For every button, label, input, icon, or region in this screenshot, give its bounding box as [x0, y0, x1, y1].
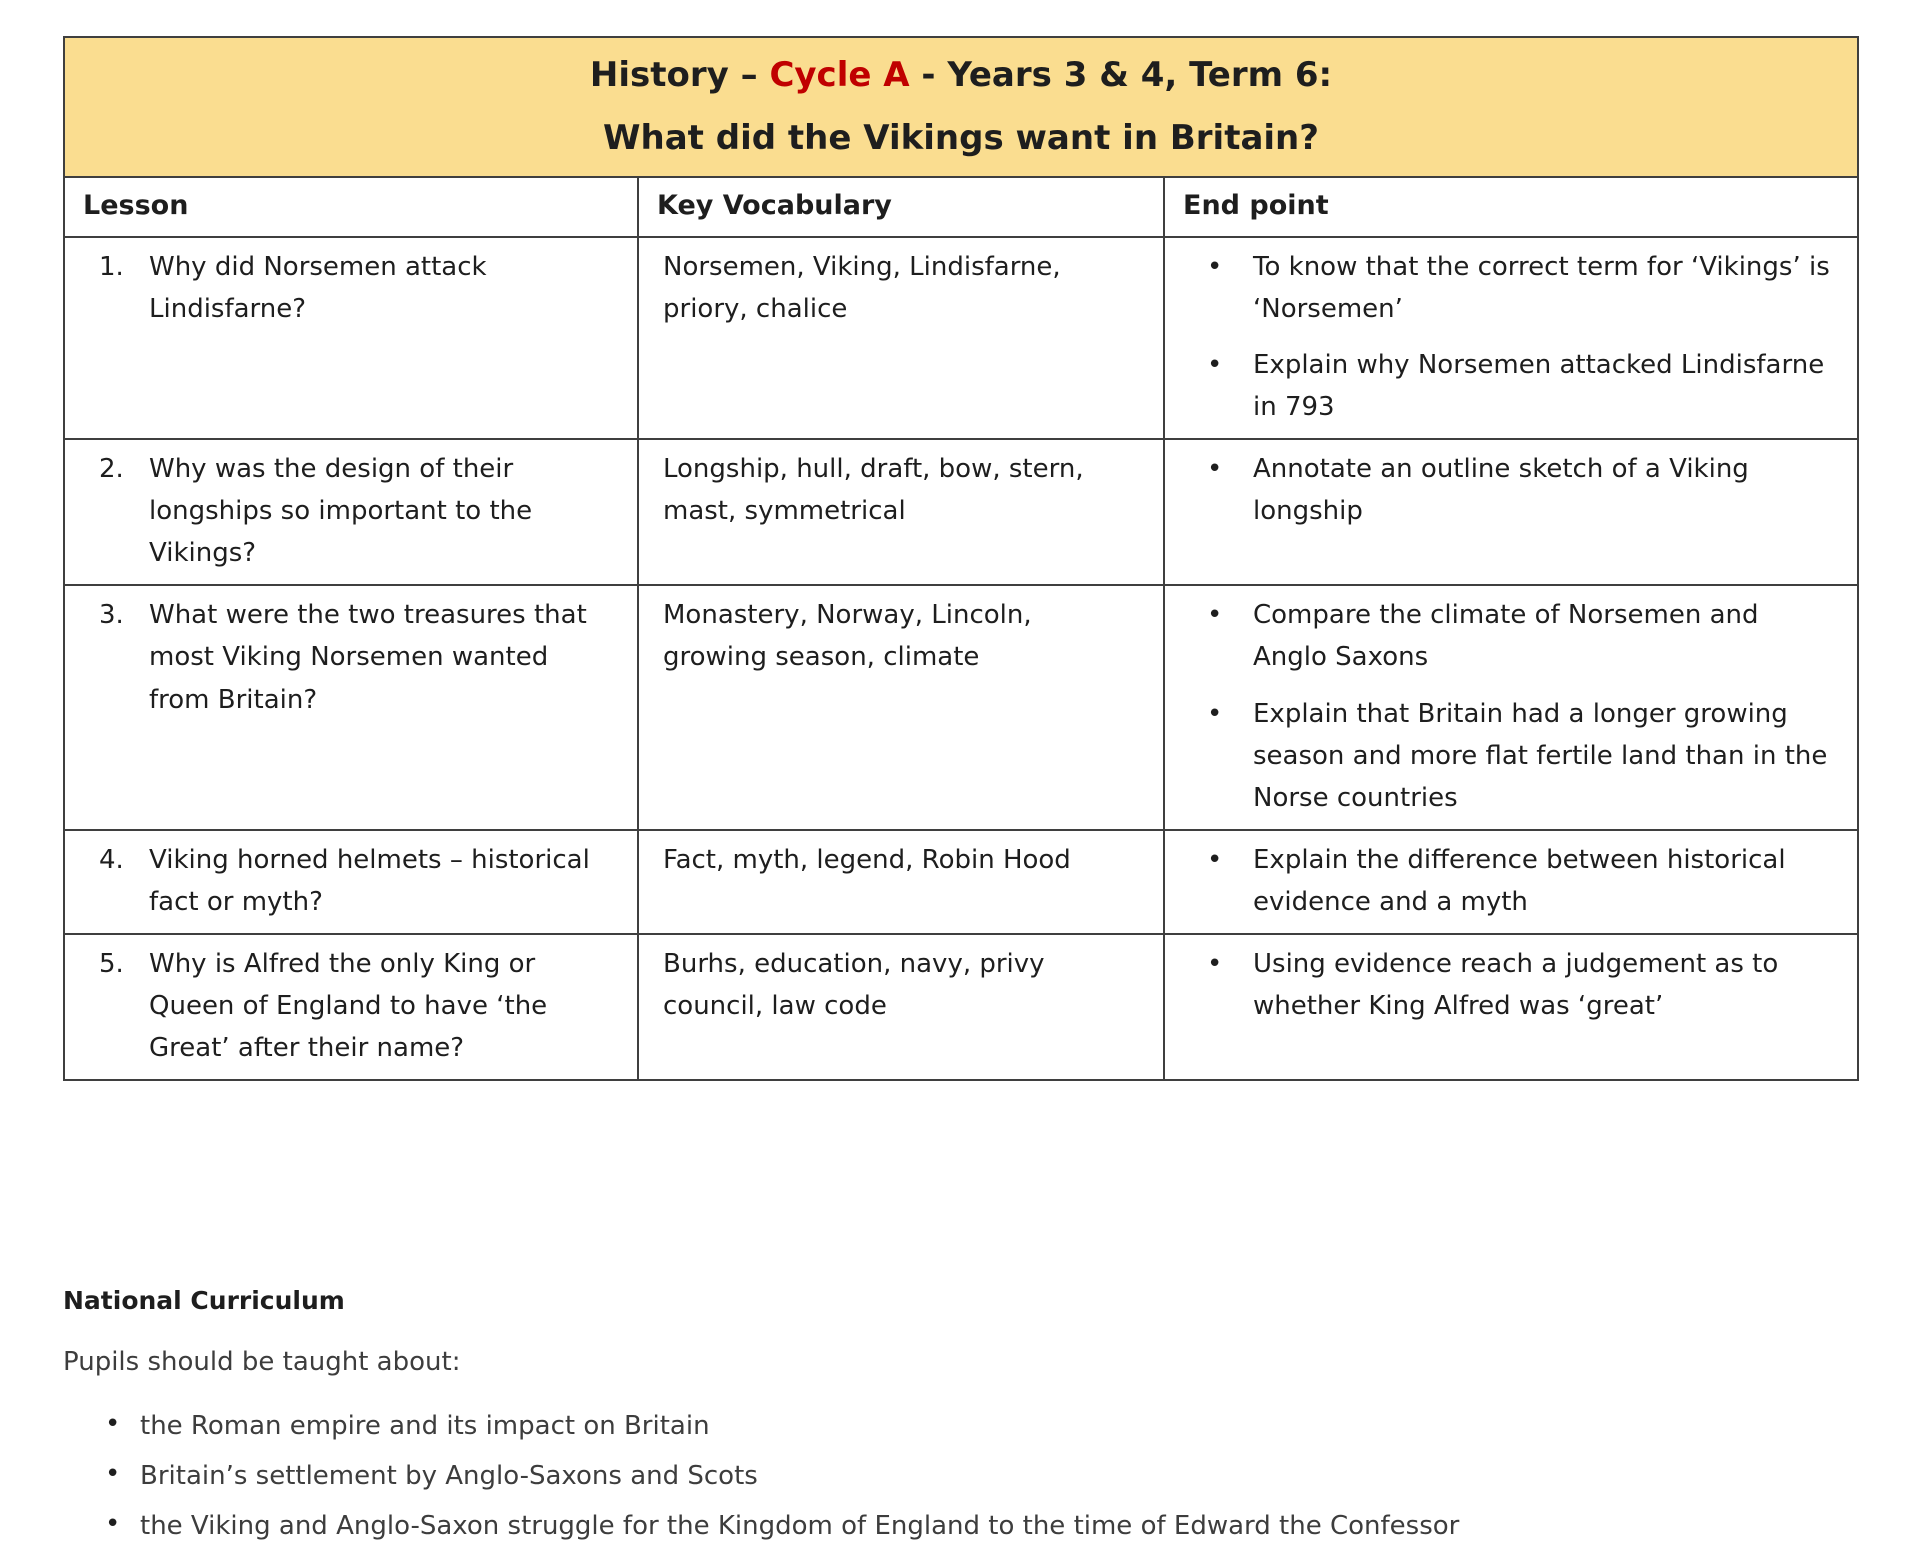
end-point-item: • Annotate an outline sketch of a Viking longship: [1189, 448, 1833, 532]
end-point-item: • To know that the correct term for ‘Vikings’ is ‘Norsemen’: [1189, 246, 1833, 330]
end-point-item: • Explain the difference between historical evidence and a myth: [1189, 839, 1833, 923]
title-banner: [64, 37, 1858, 177]
col-header-lesson: Lesson: [64, 177, 638, 237]
end-point-cell: [1164, 585, 1858, 830]
document-title-line-2: What did the Vikings want in Britain?: [603, 117, 1319, 158]
end-point-item: • Compare the climate of Norsemen and Anglo Saxons: [1189, 594, 1833, 678]
lesson-number: 2.: [99, 453, 124, 484]
national-curriculum-heading: National Curriculum: [63, 1286, 345, 1316]
title-part-1: History –: [589, 55, 770, 95]
national-curriculum-bullet: • the Viking and Anglo-Saxon struggle for the Kingdom of England to the time of Edward the Confessor: [63, 1513, 1857, 1539]
lesson-question: What were the two treasures that most Viking Norsemen wanted from Britain?: [149, 600, 587, 715]
vocabulary-cell: Monastery, Norway, Lincoln, growing season, climate: [638, 585, 1164, 830]
national-curriculum-intro: Pupils should be taught about:: [63, 1347, 461, 1378]
lesson-question: Why was the design of their longships so important to the Vikings?: [149, 453, 533, 569]
title-row: [64, 37, 1858, 177]
lesson-cell: [64, 830, 638, 934]
title-cycle-highlight: Cycle A: [769, 55, 910, 95]
table-row: [64, 585, 1858, 830]
table-row: [64, 830, 1858, 934]
lesson-question: Why is Alfred the only King or Queen of England to have ‘the Great’ after their name?: [149, 949, 548, 1064]
vocabulary-cell: Burhs, education, navy, privy council, law code: [638, 934, 1164, 1080]
col-header-end-point: End point: [1164, 177, 1858, 237]
table-row: [64, 934, 1858, 1080]
end-point-item: • Explain why Norsemen attacked Lindisfarne in 793: [1189, 344, 1833, 428]
national-curriculum-section: [63, 1286, 1857, 1539]
lesson-question: Why did Norsemen attack Lindisfarne?: [149, 251, 487, 324]
end-point-cell: [1164, 830, 1858, 934]
national-curriculum-bullet: • Britain’s settlement by Anglo-Saxons and Scots: [63, 1463, 1857, 1489]
col-header-key-vocabulary: Key Vocabulary: [638, 177, 1164, 237]
lesson-number: 4.: [99, 844, 124, 875]
vocabulary-cell: Norsemen, Viking, Lindisfarne, priory, chalice: [638, 237, 1164, 439]
lesson-number: 1.: [99, 251, 124, 282]
lesson-plan-table: [63, 36, 1859, 1081]
lesson-number: 3.: [99, 600, 124, 631]
table-header-row: [64, 177, 1858, 237]
lesson-cell: [64, 585, 638, 830]
table-row: [64, 439, 1858, 585]
document-title-line-1: [75, 44, 1847, 107]
vocabulary-cell: Fact, myth, legend, Robin Hood: [638, 830, 1164, 934]
national-curriculum-bullet: • the Roman empire and its impact on Britain: [63, 1413, 1857, 1439]
end-point-cell: [1164, 439, 1858, 585]
lesson-cell: [64, 934, 638, 1080]
lesson-cell: [64, 237, 638, 439]
vocabulary-cell: Longship, hull, draft, bow, stern, mast, symmetrical: [638, 439, 1164, 585]
end-point-cell: [1164, 934, 1858, 1080]
table-row: [64, 237, 1858, 439]
end-point-item: • Using evidence reach a judgement as to whether King Alfred was ‘great’: [1189, 943, 1833, 1027]
title-part-2: - Years 3 & 4, Term 6:: [909, 55, 1333, 95]
lesson-number: 5.: [99, 949, 124, 980]
end-point-cell: [1164, 237, 1858, 439]
lesson-cell: [64, 439, 638, 585]
lesson-question: Viking horned helmets – historical fact or myth?: [149, 844, 590, 917]
national-curriculum-list: [63, 1413, 1857, 1539]
end-point-item: • Explain that Britain had a longer growing season and more flat fertile land than in the Norse countries: [1189, 693, 1833, 819]
